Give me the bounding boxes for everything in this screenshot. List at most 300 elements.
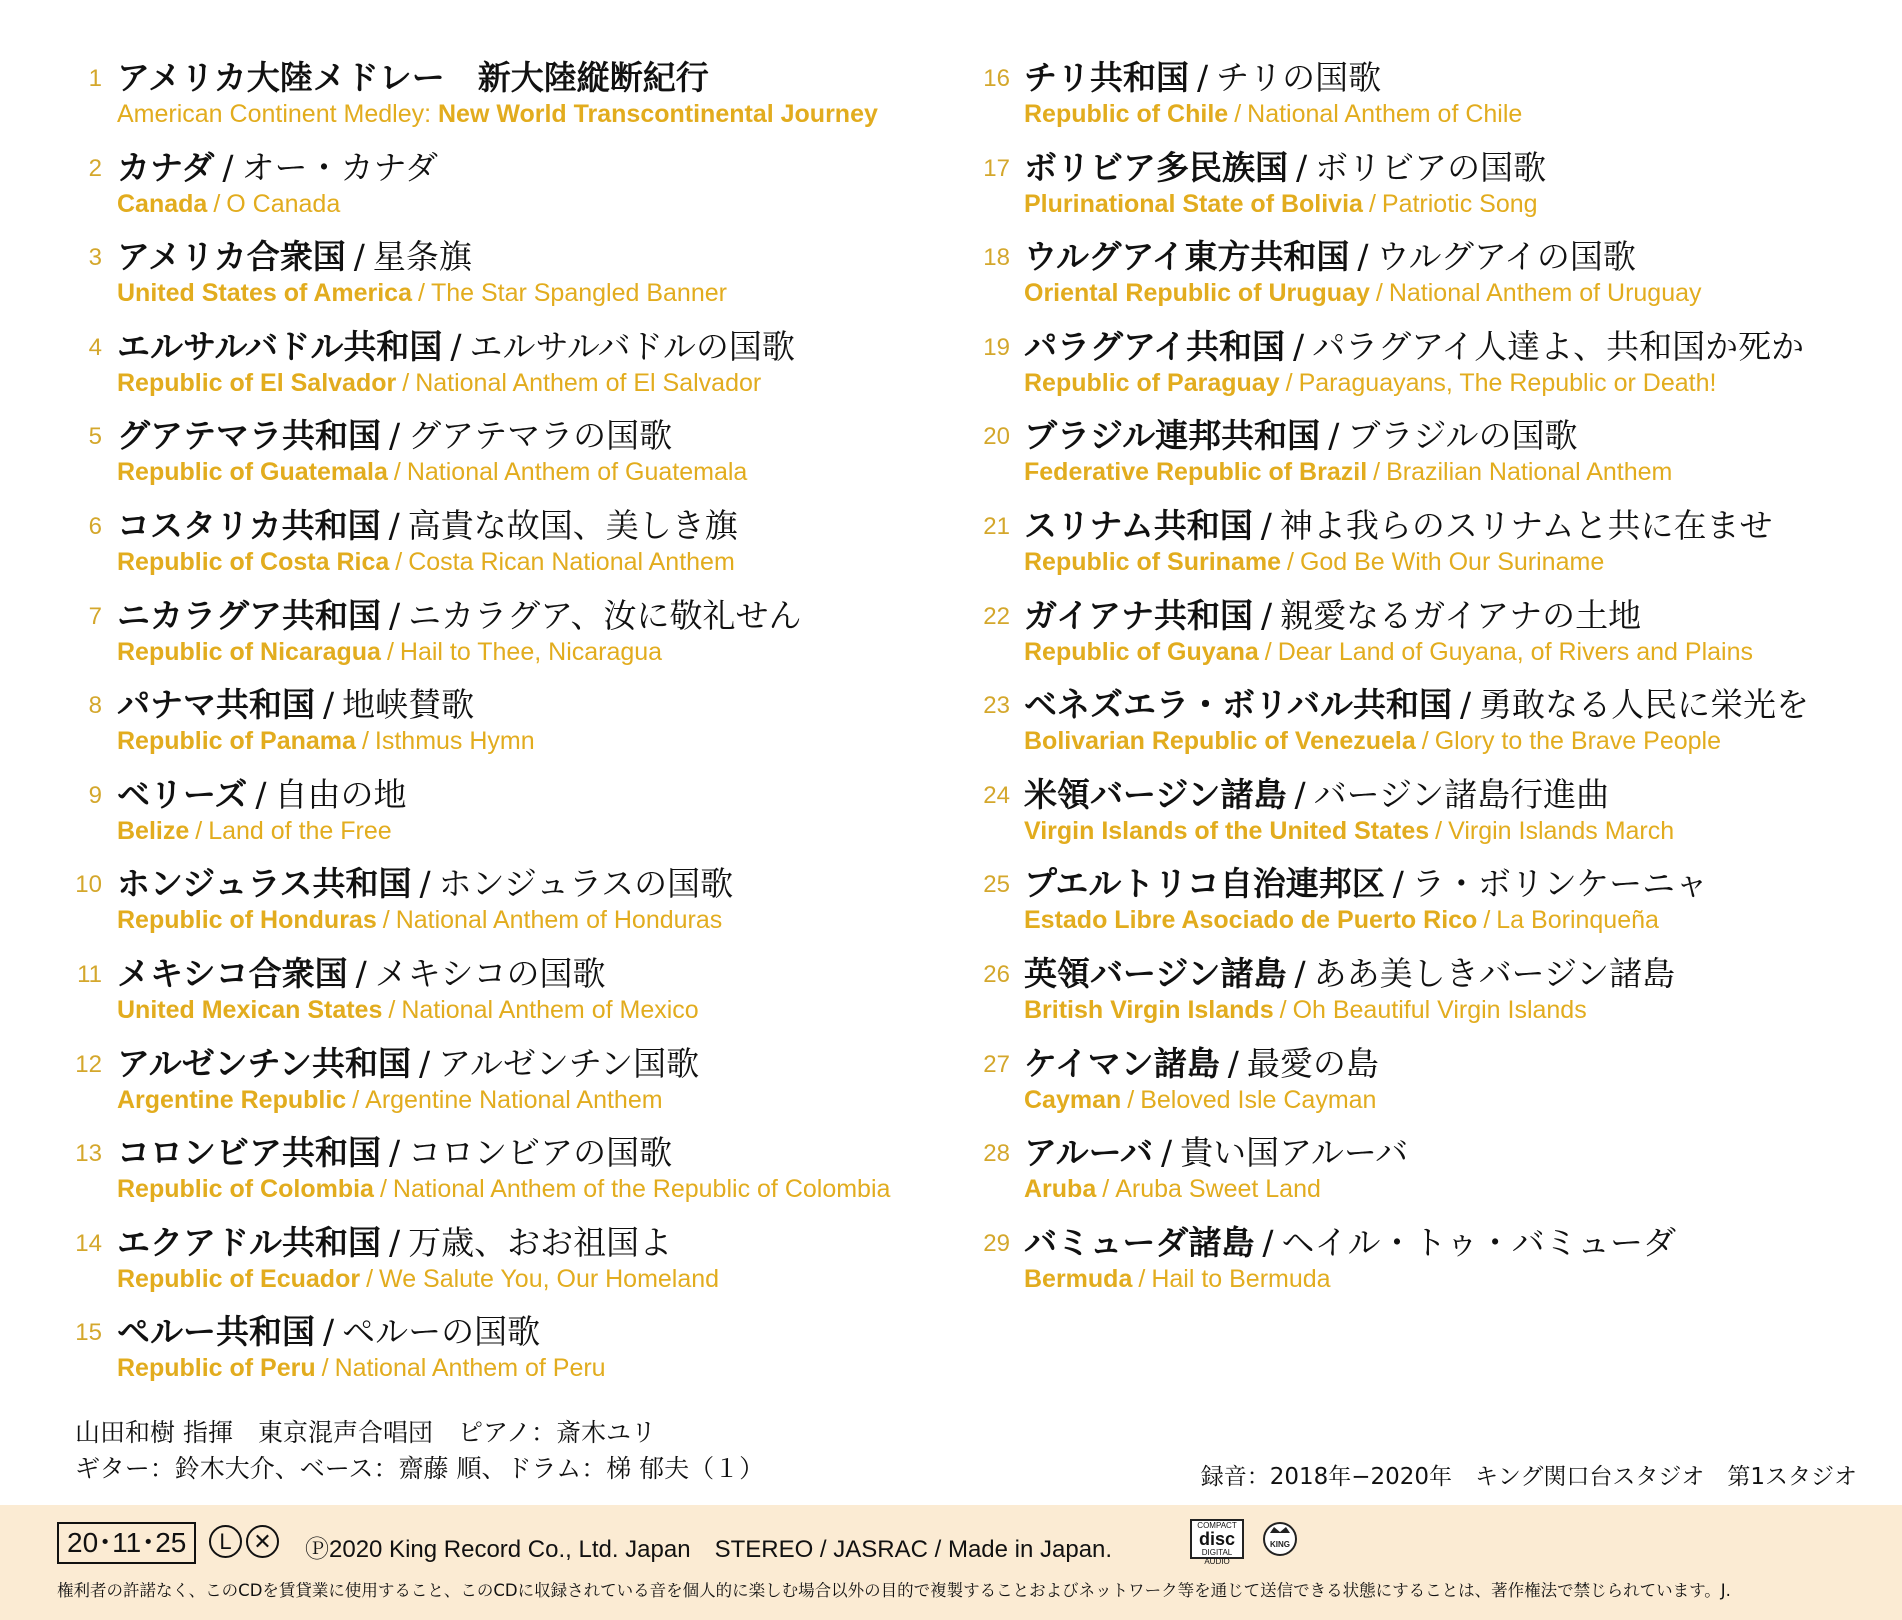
track-title-japanese (117, 236, 472, 278)
track-item (62, 774, 942, 864)
country-name-english: Republic of Peru (117, 1354, 316, 1383)
title-separator: / (382, 906, 390, 935)
track-title-japanese (117, 326, 795, 368)
country-name-japanese: ニカラグア共和国 (117, 595, 381, 635)
anthem-name-japanese: ああ美しきバージン諸島 (1313, 953, 1676, 993)
track-number: 26 (983, 960, 1010, 988)
anthem-name-english: Argentine National Anthem (365, 1085, 663, 1114)
title-separator: / (1285, 368, 1293, 397)
anthem-name-japanese: ヘイル・トゥ・バミューダ (1281, 1222, 1676, 1262)
country-name-english: Bermuda (1024, 1264, 1133, 1293)
track-number: 19 (983, 333, 1010, 361)
credits-line-2: ギター：鈴木大介、ベース：齋藤 順、ドラム：梯 郁夫（１） (75, 1454, 765, 1483)
title-separator: / (213, 189, 221, 218)
anthem-name-english: National Anthem of the Republic of Colombia (392, 1175, 891, 1204)
l-circle-icon: L (209, 1525, 242, 1558)
title-separator: / (379, 1175, 387, 1204)
track-number: 4 (88, 333, 102, 361)
title-separator: / (1127, 1085, 1135, 1114)
track-number: 5 (88, 423, 102, 451)
anthem-name-japanese: ラ・ボリンケーニャ (1411, 864, 1709, 904)
anthem-name-japanese: ニカラグア、汝に敬礼せん (408, 595, 802, 635)
copyright-notice: 権利者の許諾なく、このCDを賃貸業に使用すること、このCDに収録されている音を個人的に楽しむ場合以外の目的で複製することおよびネットワーク等を通じて送信できる状態にすることは、著作権法で禁じられています。J. (57, 1581, 1731, 1600)
track-item (968, 326, 1888, 416)
track-item (62, 1222, 942, 1312)
track-item (968, 57, 1888, 147)
track-title-english (1024, 637, 1753, 667)
title-separator: / (1264, 637, 1272, 666)
anthem-name-english: We Salute You, Our Homeland (379, 1264, 720, 1293)
anthem-name-english: Dear Land of Guyana, of Rivers and Plains (1277, 637, 1753, 666)
track-number: 16 (983, 65, 1010, 92)
track-title-japanese (1024, 57, 1381, 99)
title-separator: / (1294, 953, 1306, 993)
anthem-name-english: National Anthem of Uruguay (1388, 279, 1702, 308)
title-separator: / (1296, 147, 1308, 187)
country-name-english: Argentine Republic (117, 1085, 347, 1114)
track-title-japanese (117, 1132, 672, 1174)
track-title-english (117, 99, 878, 129)
track-title-english (1024, 1085, 1376, 1115)
track-item (968, 595, 1888, 685)
copyright-text: Ⓟ2020 King Record Co., Ltd. Japan STEREO / JASRAC / Made in Japan. (305, 1536, 1113, 1563)
country-name-english: Plurinational State of Bolivia (1024, 189, 1363, 218)
title-separator: / (1421, 727, 1429, 756)
country-name-english: New World Transcontinental Journey (437, 100, 878, 128)
track-title-japanese (117, 147, 438, 189)
country-name-english: Aruba (1024, 1175, 1097, 1204)
title-separator: / (388, 505, 400, 545)
title-separator: / (417, 279, 425, 308)
anthem-name-english: Brazilian National Anthem (1386, 458, 1673, 487)
anthem-name-english: La Borinqueña (1496, 906, 1659, 935)
country-name-japanese: スリナム共和国 (1024, 505, 1253, 545)
country-name-japanese: パナマ共和国 (117, 685, 315, 725)
track-number: 12 (75, 1050, 102, 1078)
track-title-english (1024, 995, 1587, 1025)
country-name-english: Estado Libre Asociado de Puerto Rico (1024, 906, 1478, 935)
anthem-name-english: Glory to the Brave People (1434, 727, 1722, 756)
track-title-english (117, 905, 722, 935)
title-separator: / (1460, 685, 1472, 725)
anthem-name-japanese: エルサルバドルの国歌 (469, 326, 795, 366)
track-number: 15 (75, 1319, 102, 1347)
recording-info: 録音：2018年−2020年 キング関口台スタジオ 第1スタジオ (1200, 1464, 1857, 1490)
anthem-name-japanese: 高貴な故国、美しき旗 (407, 505, 738, 545)
title-separator: / (323, 1312, 335, 1352)
track-item (968, 953, 1888, 1043)
track-title-japanese (117, 505, 738, 547)
anthem-name-japanese: ボリビアの国歌 (1315, 147, 1547, 187)
title-separator: / (389, 595, 401, 635)
track-number: 9 (88, 781, 102, 809)
country-name-japanese: ペルー共和国 (117, 1312, 315, 1352)
title-separator: / (352, 1085, 360, 1114)
track-title-english (1024, 278, 1702, 308)
country-name-japanese: アメリカ合衆国 (117, 237, 346, 277)
track-number: 27 (983, 1050, 1010, 1078)
title-separator: / (1375, 279, 1383, 308)
track-item (62, 863, 942, 953)
country-name-english: Republic of Paraguay (1024, 368, 1280, 397)
anthem-name-english: National Anthem of El Salvador (415, 368, 762, 397)
country-name-japanese: グアテマラ共和国 (117, 416, 381, 456)
footer-band (0, 1505, 1902, 1620)
track-title-english (1024, 368, 1716, 398)
anthem-name-japanese: 星条旗 (372, 237, 472, 277)
country-name-japanese: ボリビア多民族国 (1024, 147, 1288, 187)
title-separator: / (388, 995, 396, 1024)
track-number: 24 (983, 781, 1010, 809)
title-separator: / (1279, 995, 1287, 1024)
track-title-japanese (117, 415, 672, 457)
anthem-name-english: National Anthem of Mexico (401, 995, 699, 1024)
track-number: 23 (983, 692, 1010, 720)
track-title-japanese (117, 953, 605, 995)
title-separator: / (450, 326, 462, 366)
country-name-english: Oriental Republic of Uruguay (1024, 279, 1370, 308)
track-number: 2 (88, 154, 102, 182)
track-title-english (1024, 1264, 1331, 1294)
track-title-english (1024, 1174, 1321, 1204)
anthem-name-japanese: 地峡賛歌 (342, 685, 475, 725)
track-title-japanese (1024, 595, 1641, 637)
track-title-japanese (1024, 326, 1804, 368)
title-separator: / (1261, 595, 1273, 635)
track-number: 22 (983, 602, 1010, 630)
title-separator: / (1286, 547, 1294, 576)
track-title-english (117, 189, 340, 219)
country-name-english: Virgin Islands of the United States (1024, 816, 1430, 845)
track-number: 6 (88, 512, 102, 540)
country-name-japanese: カナダ (117, 147, 215, 187)
track-title-japanese (117, 1222, 672, 1264)
title-separator: / (402, 368, 410, 397)
track-title-english (1024, 457, 1672, 487)
anthem-name-english: Oh Beautiful Virgin Islands (1292, 995, 1587, 1024)
title-separator: / (195, 816, 203, 845)
track-title-english (1024, 99, 1522, 129)
x-circle-icon: ✕ (246, 1525, 279, 1558)
anthem-name-english: Beloved Isle Cayman (1140, 1085, 1377, 1114)
track-title-japanese (117, 1311, 540, 1353)
track-item (968, 147, 1888, 237)
country-name-japanese: アルーバ (1024, 1133, 1154, 1173)
track-list-right (968, 57, 1888, 1311)
title-separator: / (389, 416, 401, 456)
track-title-english (117, 1085, 663, 1115)
anthem-name-japanese: パラグアイ人達よ、共和国か死か (1312, 326, 1805, 366)
title-separator: / (1293, 326, 1305, 366)
country-name-english: United Mexican States (117, 995, 383, 1024)
track-item (62, 1043, 942, 1133)
track-number: 28 (983, 1140, 1010, 1168)
track-title-japanese (1024, 1132, 1408, 1174)
track-number: 29 (983, 1229, 1010, 1257)
country-name-english: Republic of Nicaragua (117, 637, 381, 666)
track-title-english (1024, 189, 1538, 219)
anthem-name-english: Virgin Islands March (1448, 816, 1675, 845)
track-title-english (117, 1174, 890, 1204)
anthem-name-english: Paraguayans, The Republic or Death! (1298, 368, 1717, 397)
title-separator: / (389, 1222, 401, 1262)
track-title-english (117, 726, 535, 756)
country-name-english: Canada (117, 189, 208, 218)
track-item (62, 953, 942, 1043)
track-title-japanese (1024, 684, 1809, 726)
anthem-name-japanese: グアテマラの国歌 (408, 416, 673, 456)
country-name-japanese: コロンビア共和国 (117, 1133, 381, 1173)
country-name-english: Republic of Chile (1024, 100, 1229, 128)
track-item (62, 595, 942, 685)
anthem-name-english: Hail to Thee, Nicaragua (399, 637, 663, 666)
track-item (968, 684, 1888, 774)
country-name-english: Republic of Colombia (117, 1175, 374, 1204)
title-separator: / (1435, 816, 1443, 845)
anthem-name-japanese: 最愛の島 (1246, 1043, 1379, 1083)
track-title-english (117, 637, 662, 667)
country-name-japanese: ガイアナ共和国 (1024, 595, 1254, 635)
country-name-japanese: ケイマン諸島 (1024, 1043, 1220, 1083)
country-name-japanese: ブラジル連邦共和国 (1024, 416, 1321, 456)
track-item (62, 684, 942, 774)
track-title-japanese (117, 774, 406, 816)
country-name-english: Republic of Guyana (1024, 637, 1259, 666)
country-name-english: Belize (117, 816, 190, 845)
track-title-english (1024, 547, 1604, 577)
track-number: 7 (88, 602, 102, 630)
track-item (968, 415, 1888, 505)
anthem-name-english: God Be With Our Suriname (1299, 547, 1605, 576)
king-records-logo-icon (1262, 1519, 1298, 1559)
country-name-english: Republic of El Salvador (117, 368, 397, 397)
credits-line-1: 山田和樹 指揮 東京混声合唱団 ピアノ：斎木ユリ (75, 1418, 656, 1447)
track-title-english (117, 278, 727, 308)
anthem-name-japanese: ペルーの国歌 (342, 1312, 541, 1352)
track-item (62, 57, 942, 147)
title-separator: / (419, 864, 431, 904)
anthem-name-japanese: アルゼンチン国歌 (438, 1043, 700, 1083)
anthem-name-english: Patriotic Song (1381, 189, 1538, 218)
title-separator: / (1262, 1222, 1274, 1262)
anthem-name-japanese: 自由の地 (274, 774, 407, 814)
country-name-english: United States of America (117, 279, 412, 308)
track-title-english (1024, 905, 1659, 935)
track-number: 20 (983, 423, 1010, 451)
track-item (62, 415, 942, 505)
track-number: 14 (75, 1229, 102, 1257)
anthem-name-english: National Anthem of Honduras (395, 906, 723, 935)
title-separator: / (389, 1133, 401, 1173)
anthem-name-japanese: 神よ我らのスリナムと共に在ませ (1279, 505, 1773, 545)
title-separator: / (1373, 458, 1381, 487)
country-name-japanese: ウルグアイ東方共和国 (1024, 237, 1350, 277)
track-title-japanese (1024, 1222, 1676, 1264)
country-name-english: Republic of Ecuador (117, 1264, 361, 1293)
country-name-japanese: バミューダ諸島 (1024, 1222, 1255, 1262)
country-name-english: Cayman (1024, 1085, 1122, 1114)
anthem-name-english: Hail to Bermuda (1151, 1264, 1331, 1293)
track-title-japanese (1024, 774, 1609, 816)
track-item (968, 1132, 1888, 1222)
country-name-japanese: アルゼンチン共和国 (117, 1043, 412, 1083)
title-separator: / (361, 727, 369, 756)
track-number: 8 (88, 692, 102, 720)
country-name-english: British Virgin Islands (1024, 995, 1274, 1024)
country-name-japanese: エクアドル共和国 (117, 1222, 381, 1262)
compact-disc-logo: COMPACT disc DIGITAL AUDIO (1190, 1519, 1244, 1559)
track-title-japanese (1024, 236, 1636, 278)
track-title-english (117, 816, 392, 846)
anthem-name-japanese: 親愛なるガイアナの土地 (1280, 595, 1642, 635)
track-item (62, 236, 942, 326)
track-item (968, 863, 1888, 953)
track-title-japanese (1024, 1043, 1379, 1085)
track-title-english (117, 1353, 606, 1383)
anthem-name-japanese: ウルグアイの国歌 (1376, 237, 1636, 277)
title-separator: / (355, 953, 367, 993)
country-name-japanese: 米領バージン諸島 (1024, 774, 1287, 814)
title-separator: / (1138, 1264, 1146, 1293)
track-list-left (62, 57, 942, 1401)
track-item (968, 1222, 1888, 1312)
title-separator: / (1392, 864, 1404, 904)
anthem-name-japanese: メキシコの国歌 (374, 953, 606, 993)
track-title-english (117, 995, 699, 1025)
title-separator: / (1328, 416, 1340, 456)
track-title-english (117, 547, 735, 577)
country-name-japanese: メキシコ合衆国 (117, 953, 348, 993)
track-title-japanese (117, 684, 474, 726)
anthem-name-english: National Anthem of Guatemala (406, 458, 748, 487)
title-separator: / (321, 1354, 329, 1383)
track-title-japanese (1024, 505, 1773, 547)
track-title-japanese (117, 1043, 699, 1085)
country-name-english: Republic of Panama (117, 727, 356, 756)
anthem-name-english: National Anthem of Peru (334, 1354, 606, 1383)
country-name-japanese: アメリカ大陸メドレー 新大陸縦断紀行 (117, 58, 709, 97)
anthem-name-japanese: 勇敢なる人民に栄光を (1479, 685, 1810, 725)
anthem-name-japanese: ホンジュラスの国歌 (438, 864, 734, 904)
license-marks (209, 1525, 279, 1558)
track-title-english (117, 457, 747, 487)
country-name-english: Bolivarian Republic of Venezuela (1024, 727, 1416, 756)
title-separator: / (323, 685, 335, 725)
title-separator: / (1294, 774, 1306, 814)
country-name-japanese: コスタリカ共和国 (117, 505, 381, 545)
track-number: 11 (77, 960, 102, 988)
anthem-name-japanese: バージン諸島行進曲 (1313, 774, 1610, 814)
title-separator: / (353, 237, 365, 277)
track-item (968, 236, 1888, 326)
title-separator: / (1161, 1133, 1173, 1173)
track-title-english (117, 1264, 719, 1294)
country-name-japanese: チリ共和国 (1024, 58, 1189, 97)
title-separator: / (1368, 189, 1376, 218)
track-item (62, 1132, 942, 1222)
track-title-japanese (117, 595, 802, 637)
track-title-japanese (117, 57, 709, 99)
anthem-name-english: The Star Spangled Banner (430, 279, 727, 308)
track-title-english (1024, 726, 1721, 756)
anthem-name-japanese: チリの国歌 (1216, 58, 1382, 97)
title-separator: / (255, 774, 267, 814)
track-number: 13 (75, 1140, 102, 1168)
track-number: 25 (983, 871, 1010, 899)
country-name-japanese: 英領バージン諸島 (1024, 953, 1287, 993)
title-separator: / (1357, 237, 1369, 277)
country-name-english: Republic of Costa Rica (117, 547, 390, 576)
anthem-name-japanese: オー・カナダ (241, 147, 438, 187)
anthem-name-japanese: 万歳、おお祖国よ (408, 1222, 673, 1262)
title-separator: / (1483, 906, 1491, 935)
anthem-name-english: Aruba Sweet Land (1115, 1175, 1321, 1204)
anthem-name-japanese: 貴い国アルーバ (1180, 1133, 1409, 1173)
country-name-japanese: ホンジュラス共和国 (117, 864, 412, 904)
country-name-english: Republic of Suriname (1024, 547, 1281, 576)
title-separator: / (393, 458, 401, 487)
title-separator: / (395, 547, 403, 576)
track-number: 3 (88, 244, 102, 272)
country-name-japanese: エルサルバドル共和国 (117, 326, 443, 366)
anthem-name-english: National Anthem of Chile (1247, 100, 1523, 128)
country-name-japanese: ベネズエラ・ボリバル共和国 (1024, 685, 1453, 725)
anthem-name-japanese: コロンビアの国歌 (408, 1133, 673, 1173)
track-title-japanese (1024, 415, 1578, 457)
track-item (968, 505, 1888, 595)
country-name-japanese: ベリーズ (117, 774, 248, 814)
title-separator: / (366, 1264, 374, 1293)
track-number: 21 (983, 512, 1010, 540)
country-name-japanese: パラグアイ共和国 (1024, 326, 1286, 366)
anthem-name-english: O Canada (226, 189, 341, 218)
title-separator: / (1260, 505, 1272, 545)
track-item (62, 505, 942, 595)
country-name-english: Federative Republic of Brazil (1024, 458, 1368, 487)
title-separator: / (1234, 100, 1242, 128)
track-number: 10 (75, 871, 102, 899)
track-title-japanese (1024, 147, 1546, 189)
track-number: 1 (88, 65, 102, 92)
title-separator: / (1227, 1043, 1239, 1083)
country-name-english: Republic of Honduras (117, 906, 377, 935)
track-title-japanese (117, 863, 733, 905)
track-title-japanese (1024, 863, 1708, 905)
track-title-english (1024, 816, 1674, 846)
release-date-box: 20･11･25 (57, 1522, 196, 1564)
title-separator: / (1102, 1175, 1110, 1204)
anthem-name-english: Isthmus Hymn (374, 727, 535, 756)
king-logo-text: KING (1270, 1540, 1290, 1549)
country-name-english: Republic of Guatemala (117, 458, 388, 487)
track-number: 18 (983, 244, 1010, 272)
track-item (62, 326, 942, 416)
title-separator: / (222, 147, 234, 187)
track-item (62, 147, 942, 237)
medley-label-english: American Continent Medley: (117, 100, 438, 128)
country-name-japanese: プエルトリコ自治連邦区 (1024, 864, 1385, 904)
track-item (62, 1311, 942, 1401)
title-separator: / (419, 1043, 431, 1083)
title-separator: / (386, 637, 394, 666)
anthem-name-english: Land of the Free (208, 816, 392, 845)
performer-credits (75, 1415, 764, 1487)
track-item (968, 1043, 1888, 1133)
track-title-english (117, 368, 761, 398)
track-number: 17 (983, 154, 1010, 182)
anthem-name-english: Costa Rican National Anthem (408, 547, 735, 576)
track-title-japanese (1024, 953, 1675, 995)
